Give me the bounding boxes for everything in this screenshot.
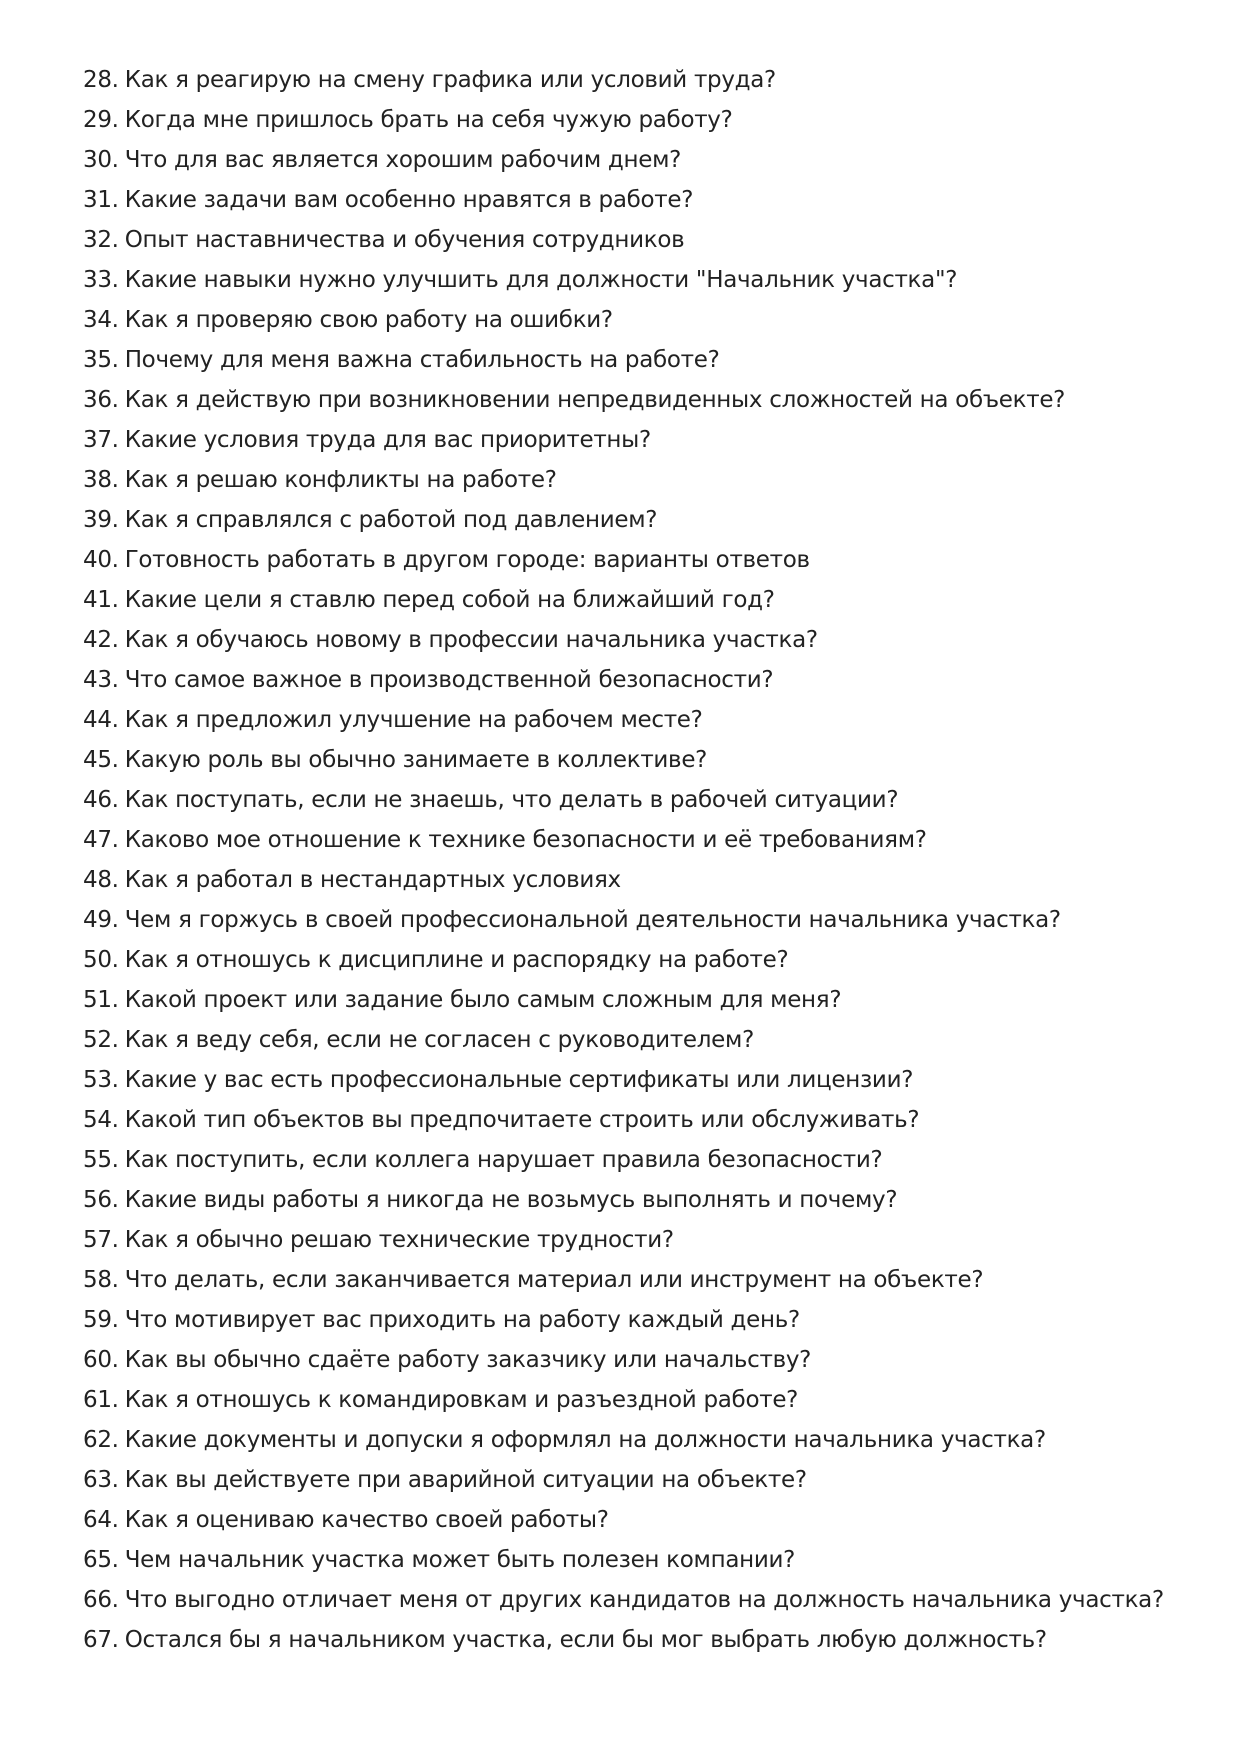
- question-text: Какие виды работы я никогда не возьмусь выполнять и почему?: [124, 1187, 898, 1213]
- question-number: 43.: [83, 667, 119, 693]
- question-number: 34.: [83, 307, 119, 333]
- question-item: [83, 660, 1183, 700]
- question-item: [83, 100, 1183, 140]
- question-item: [83, 300, 1183, 340]
- question-item: [83, 1500, 1183, 1540]
- question-text: Как я обучаюсь новому в профессии начальника участка?: [124, 627, 818, 653]
- question-item: [83, 1140, 1183, 1180]
- question-text: Как вы действуете при аварийной ситуации на объекте?: [124, 1467, 807, 1493]
- question-number: 60.: [83, 1347, 119, 1373]
- question-number: 46.: [83, 787, 119, 813]
- question-number: 35.: [83, 347, 119, 373]
- question-text: Как я проверяю свою работу на ошибки?: [124, 307, 613, 333]
- question-number: 50.: [83, 947, 119, 973]
- question-text: Как я отношусь к командировкам и разъездной работе?: [124, 1387, 799, 1413]
- question-item: [83, 1260, 1183, 1300]
- question-item: [83, 380, 1183, 420]
- question-item: [83, 1580, 1183, 1620]
- question-text: Как я веду себя, если не согласен с руководителем?: [124, 1027, 754, 1053]
- question-text: Как я обычно решаю технические трудности?: [124, 1227, 674, 1253]
- question-item: [83, 340, 1183, 380]
- question-item: [83, 1060, 1183, 1100]
- question-item: [83, 1220, 1183, 1260]
- question-text: Что мотивирует вас приходить на работу каждый день?: [124, 1307, 800, 1333]
- question-text: Как я работал в нестандартных условиях: [124, 867, 621, 893]
- question-item: [83, 1300, 1183, 1340]
- question-number: 36.: [83, 387, 119, 413]
- question-number: 59.: [83, 1307, 119, 1333]
- question-number: 54.: [83, 1107, 119, 1133]
- question-item: [83, 780, 1183, 820]
- question-number: 28.: [83, 67, 119, 93]
- question-number: 32.: [83, 227, 119, 253]
- question-item: [83, 820, 1183, 860]
- question-text: Как я предложил улучшение на рабочем месте?: [124, 707, 703, 733]
- question-number: 33.: [83, 267, 119, 293]
- question-number: 57.: [83, 1227, 119, 1253]
- question-item: [83, 860, 1183, 900]
- question-item: [83, 140, 1183, 180]
- question-number: 37.: [83, 427, 119, 453]
- question-text: Какую роль вы обычно занимаете в коллективе?: [124, 747, 708, 773]
- question-text: Какие документы и допуски я оформлял на должности начальника участка?: [124, 1427, 1046, 1453]
- question-item: [83, 580, 1183, 620]
- question-text: Остался бы я начальником участка, если бы мог выбрать любую должность?: [124, 1627, 1047, 1653]
- question-text: Как я оцениваю качество своей работы?: [124, 1507, 609, 1533]
- question-item: [83, 60, 1183, 100]
- question-number: 45.: [83, 747, 119, 773]
- question-item: [83, 1180, 1183, 1220]
- question-number: 44.: [83, 707, 119, 733]
- question-text: Что делать, если заканчивается материал или инструмент на объекте?: [124, 1267, 984, 1293]
- question-text: Опыт наставничества и обучения сотрудников: [124, 227, 685, 253]
- question-text: Что самое важное в производственной безопасности?: [124, 667, 774, 693]
- question-number: 42.: [83, 627, 119, 653]
- question-text: Какие у вас есть профессиональные сертификаты или лицензии?: [124, 1067, 914, 1093]
- question-number: 62.: [83, 1427, 119, 1453]
- question-number: 30.: [83, 147, 119, 173]
- question-item: [83, 540, 1183, 580]
- question-item: [83, 1540, 1183, 1580]
- question-number: 41.: [83, 587, 119, 613]
- question-item: [83, 260, 1183, 300]
- question-text: Чем я горжусь в своей профессиональной деятельности начальника участка?: [124, 907, 1061, 933]
- question-number: 49.: [83, 907, 119, 933]
- question-text: Когда мне пришлось брать на себя чужую работу?: [124, 107, 733, 133]
- question-text: Что для вас является хорошим рабочим днем?: [124, 147, 682, 173]
- question-item: [83, 1420, 1183, 1460]
- question-number: 52.: [83, 1027, 119, 1053]
- question-number: 65.: [83, 1547, 119, 1573]
- question-text: Какой тип объектов вы предпочитаете строить или обслуживать?: [124, 1107, 920, 1133]
- question-number: 51.: [83, 987, 119, 1013]
- question-text: Какие условия труда для вас приоритетны?: [124, 427, 651, 453]
- question-item: [83, 500, 1183, 540]
- question-text: Что выгодно отличает меня от других кандидатов на должность начальника участка?: [124, 1587, 1164, 1613]
- question-text: Какой проект или задание было самым сложным для меня?: [124, 987, 842, 1013]
- question-item: [83, 1460, 1183, 1500]
- question-item: [83, 460, 1183, 500]
- question-item: [83, 620, 1183, 660]
- question-number: 66.: [83, 1587, 119, 1613]
- question-text: Готовность работать в другом городе: варианты ответов: [124, 547, 810, 573]
- question-text: Как я отношусь к дисциплине и распорядку на работе?: [124, 947, 789, 973]
- question-number: 64.: [83, 1507, 119, 1533]
- question-item: [83, 940, 1183, 980]
- question-item: [83, 700, 1183, 740]
- question-item: [83, 1620, 1183, 1660]
- question-text: Как я решаю конфликты на работе?: [124, 467, 557, 493]
- question-number: 48.: [83, 867, 119, 893]
- question-number: 67.: [83, 1627, 119, 1653]
- question-number: 55.: [83, 1147, 119, 1173]
- question-number: 40.: [83, 547, 119, 573]
- question-number: 29.: [83, 107, 119, 133]
- question-item: [83, 1380, 1183, 1420]
- question-text: Как поступить, если коллега нарушает правила безопасности?: [124, 1147, 883, 1173]
- question-item: [83, 180, 1183, 220]
- question-text: Каково мое отношение к технике безопасности и её требованиям?: [124, 827, 927, 853]
- question-item: [83, 1340, 1183, 1380]
- question-item: [83, 220, 1183, 260]
- question-item: [83, 1100, 1183, 1140]
- question-item: [83, 420, 1183, 460]
- question-number: 38.: [83, 467, 119, 493]
- question-number: 39.: [83, 507, 119, 533]
- question-item: [83, 980, 1183, 1020]
- question-text: Как поступать, если не знаешь, что делать в рабочей ситуации?: [124, 787, 899, 813]
- question-number: 53.: [83, 1067, 119, 1093]
- question-number: 58.: [83, 1267, 119, 1293]
- question-text: Почему для меня важна стабильность на работе?: [124, 347, 720, 373]
- question-text: Какие навыки нужно улучшить для должности "Начальник участка"?: [124, 267, 958, 293]
- question-number: 63.: [83, 1467, 119, 1493]
- question-number: 61.: [83, 1387, 119, 1413]
- question-item: [83, 740, 1183, 780]
- question-number: 47.: [83, 827, 119, 853]
- question-text: Как вы обычно сдаёте работу заказчику или начальству?: [124, 1347, 812, 1373]
- question-list: [83, 60, 1183, 1660]
- question-text: Какие задачи вам особенно нравятся в работе?: [124, 187, 694, 213]
- question-text: Как я действую при возникновении непредвиденных сложностей на объекте?: [124, 387, 1066, 413]
- question-text: Чем начальник участка может быть полезен компании?: [124, 1547, 796, 1573]
- question-item: [83, 1020, 1183, 1060]
- question-text: Как я реагирую на смену графика или условий труда?: [124, 67, 776, 93]
- question-text: Какие цели я ставлю перед собой на ближайший год?: [124, 587, 775, 613]
- question-number: 56.: [83, 1187, 119, 1213]
- question-text: Как я справлялся с работой под давлением?: [124, 507, 658, 533]
- question-item: [83, 900, 1183, 940]
- question-number: 31.: [83, 187, 119, 213]
